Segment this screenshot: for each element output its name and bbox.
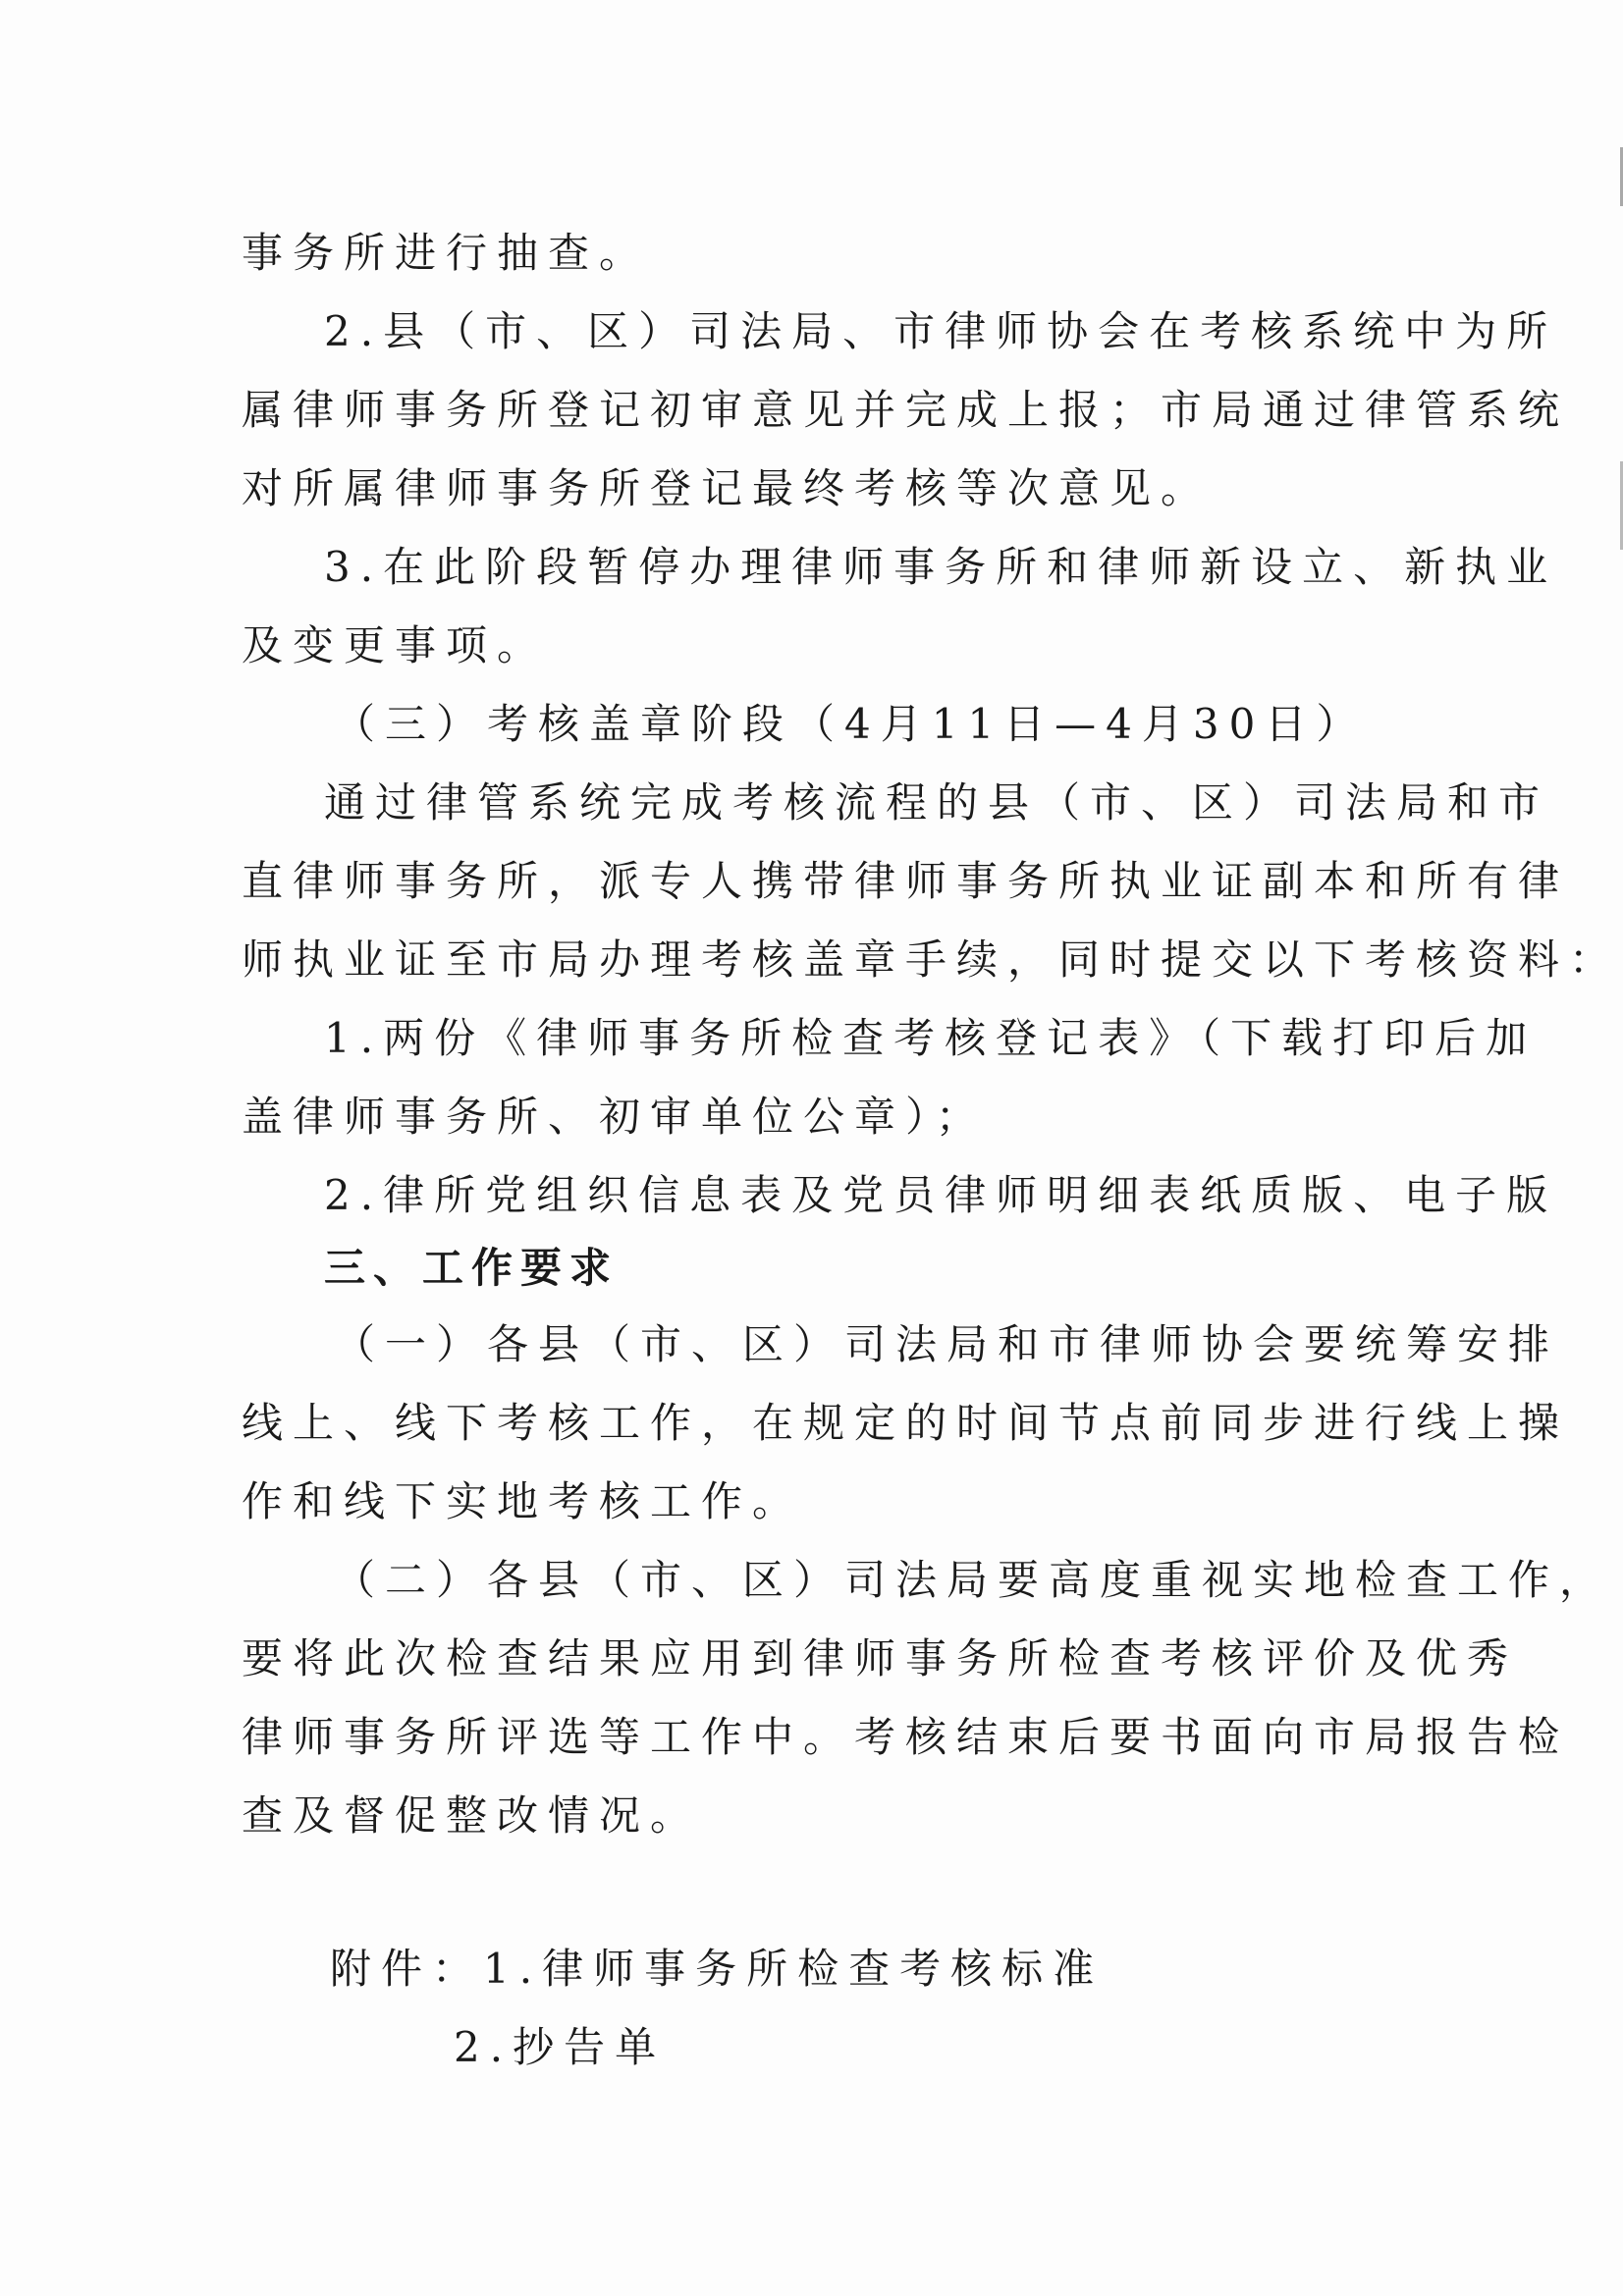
text-line: 查及督促整改情况。 <box>242 1791 702 1840</box>
text-line: 作和线下实地考核工作。 <box>242 1477 804 1525</box>
text-line: 要将此次检查结果应用到律师事务所检查考核评价及优秀 <box>242 1634 1519 1682</box>
text-line: 对所属律师事务所登记最终考核等次意见。 <box>242 464 1213 512</box>
text-line: 律师事务所评选等工作中。考核结束后要书面向市局报告检 <box>242 1713 1570 1761</box>
text-line: 事务所进行抽查。 <box>242 229 651 277</box>
text-line: 3.在此阶段暂停办理律师事务所和律师新设立、新执业 <box>324 543 1558 591</box>
text-line: 盖律师事务所、初审单位公章）； <box>242 1093 988 1141</box>
text-line: 1.两份《律师事务所检查考核登记表》（下载打印后加 <box>324 1014 1538 1062</box>
section-subheading: （三）考核盖章阶段（4月11日—4月30日） <box>334 700 1368 748</box>
attachment-line: 附件：1.律师事务所检查考核标准 <box>330 1945 1105 1993</box>
text-line: （一）各县（市、区）司法局和市律师协会要统筹安排 <box>334 1320 1560 1368</box>
text-line: 通过律管系统完成考核流程的县（市、区）司法局和市 <box>324 778 1550 827</box>
section-heading: 三、工作要求 <box>324 1244 620 1292</box>
text-line: 线上、线下考核工作，在规定的时间节点前同步进行线上操 <box>242 1399 1570 1447</box>
text-line: 师执业证至市局办理考核盖章手续，同时提交以下考核资料： <box>242 935 1621 984</box>
text-line: 2.律所党组织信息表及党员律师明细表纸质版、电子版 <box>324 1171 1558 1219</box>
text-line: 直律师事务所，派专人携带律师事务所执业证副本和所有律 <box>242 857 1570 905</box>
text-line: （二）各县（市、区）司法局要高度重视实地检查工作， <box>334 1556 1611 1604</box>
attachment-line: 2.抄告单 <box>454 2023 667 2071</box>
text-line: 属律师事务所登记初审意见并完成上报；市局通过律管系统 <box>242 386 1570 434</box>
text-line: 2.县（市、区）司法局、市律师协会在考核系统中为所 <box>324 307 1558 355</box>
text-line: 及变更事项。 <box>242 621 549 669</box>
